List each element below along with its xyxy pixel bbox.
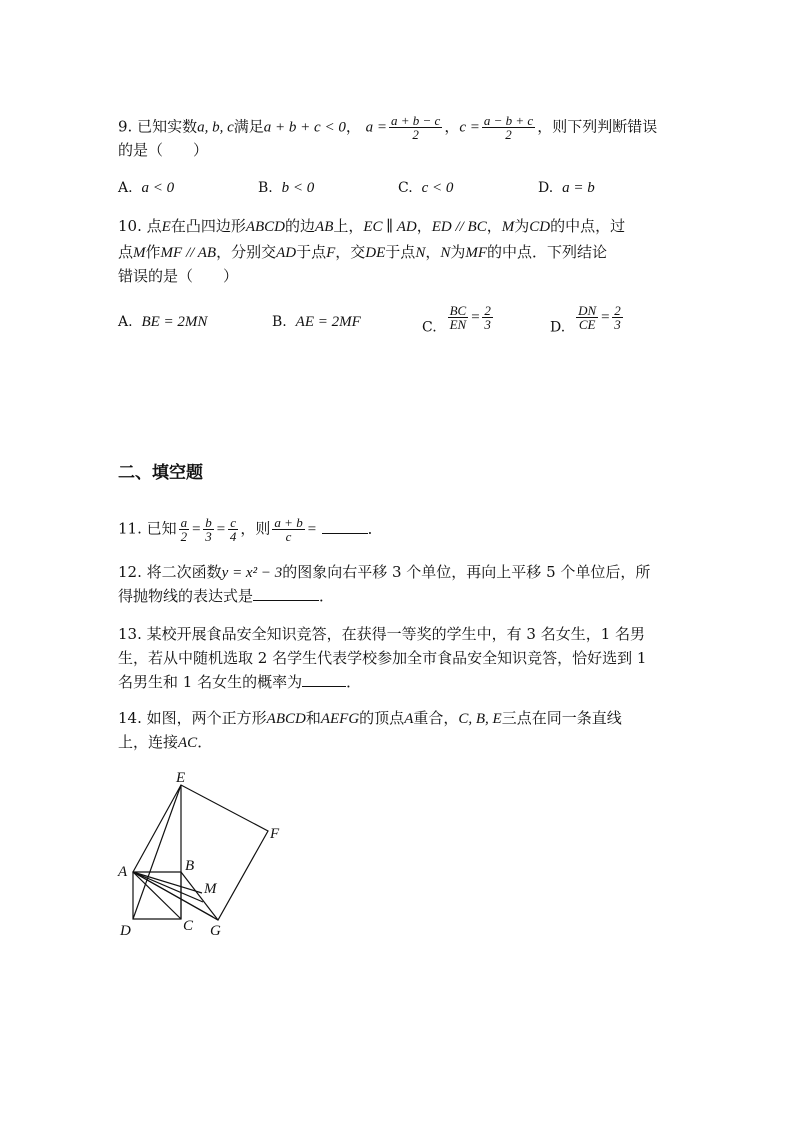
label-m: M [204,881,217,897]
q9-option-b[interactable]: B. b < 0 [258,180,315,196]
q10-line3: 错误的是（ ） [118,267,239,285]
q13-line1: 13. 某校开展食品安全知识竞答，在获得一等奖的学生中，有 3 名女生，1 名男 [118,625,646,643]
q10-option-b[interactable]: B. AE = 2MF [272,314,361,330]
q9-frac-a: $\frac{a + b - c}{2}$ [390,113,441,142]
q14-line1: 14. 如图，两个正方形ABCD和AEFG的顶点A重合，C, B, E三点在同一条直线 [118,709,622,727]
q11-answer-blank[interactable] [322,519,368,534]
q9-option-d[interactable]: D. a = b [538,180,595,196]
square-aefg [133,785,268,920]
label-c: C [183,918,194,934]
label-g: G [210,923,221,939]
q10-option-c[interactable]: C. $\frac{BC}{EN}$ = $\frac{2}{3}$ [422,303,491,336]
q11-line: 11. 已知 $\frac{a}{2}$ = $\frac{b}{3}$ = $\frac{c}{4}$ ，则 $\frac{a + b}{c}$ = ． [118,515,383,544]
q10-line2: 点M作MF // AB，分别交AD于点F，交DE于点N，N为MF的中点．下列结论 [118,243,608,261]
q13-answer-blank[interactable] [302,672,346,687]
q12-line1: 12. 将二次函数y = x² − 3的图象向右平移 3 个单位，再向上平移 5 个单位后，所 [118,563,651,581]
q10-option-d[interactable]: D. $\frac{DN}{CE}$ = $\frac{2}{3}$ [550,303,621,336]
q9-frac-c: $\frac{a - b + c}{2}$ [483,113,534,142]
q12-answer-blank[interactable] [253,586,319,601]
section-title: 二、填空题 [118,463,203,483]
label-a: A [118,864,128,880]
q10-line1: 10. 点E在凸四边形ABCD的边AB上，EC ∥ AD，ED // BC，M为CD的中点，过 [118,217,626,235]
label-e: E [176,770,186,786]
q13-line3: 名男生和 1 名女生的概率为 ． [118,673,362,691]
label-f: F [270,826,280,842]
q9-line2: 的是（ ） [118,141,209,159]
q12-line2: 得抛物线的表达式是 ． [118,587,335,605]
q13-line2: 生，若从中随机选取 2 名学生代表学校参加全市食品安全知识竞答，恰好选到 1 [118,649,647,667]
q14-line2: 上，连接AC． [118,733,213,751]
label-d: D [120,923,131,939]
q9-option-a[interactable]: A. a < 0 [118,180,175,196]
line-ag-inner [133,872,213,917]
geometry-figure [110,765,300,945]
q10-option-a[interactable]: A. BE = 2MN [118,314,208,330]
q9-line1: 9. 已知实数a, b, c满足a + b + c < 0， a = $\frac{a + b - c}{2}$ ，c = $\frac{a - b + c}{2}$ ，则下列判断错误 [118,113,658,142]
label-b: B [185,858,195,874]
line-de [133,785,181,919]
q9-option-c[interactable]: C. c < 0 [398,180,454,196]
